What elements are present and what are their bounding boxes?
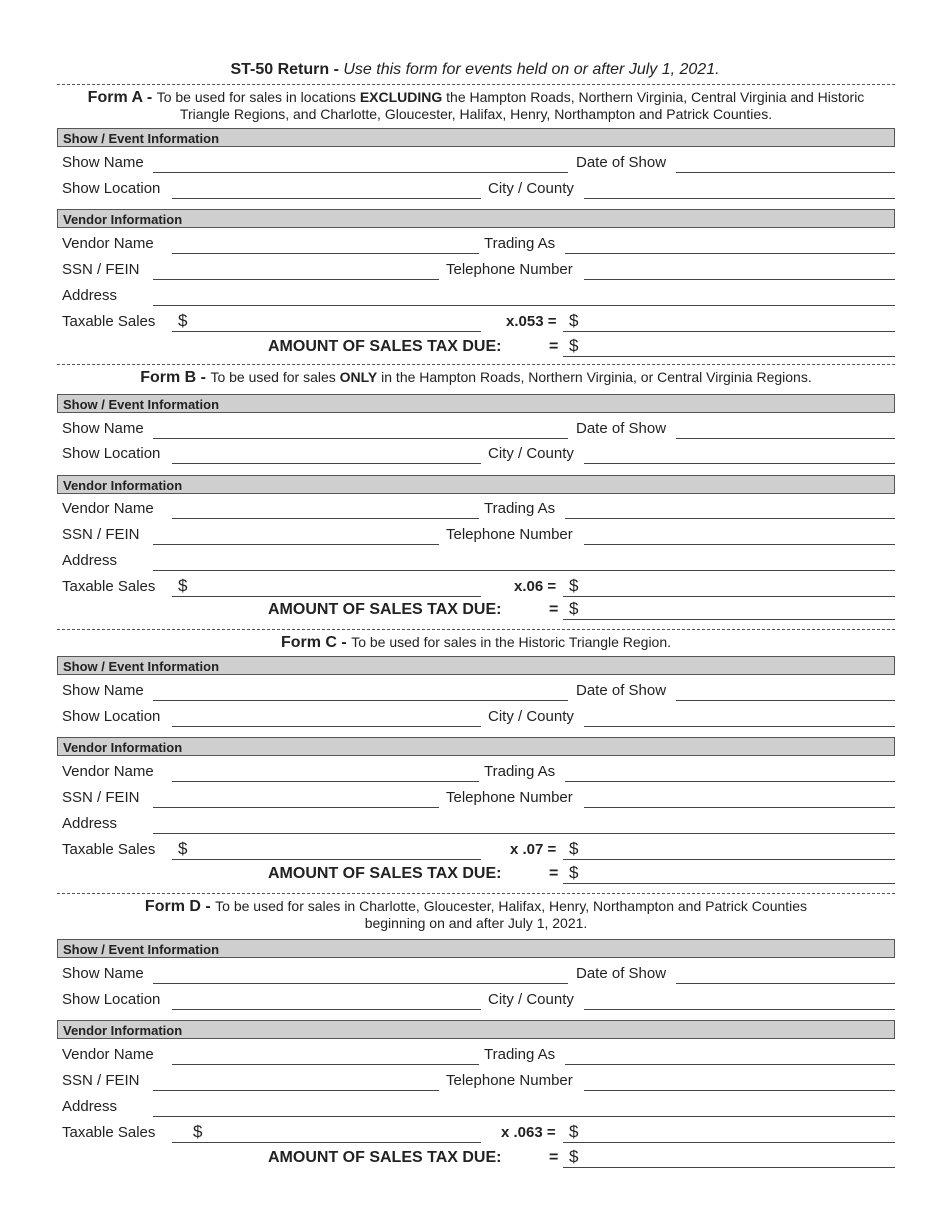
telephone-field[interactable] xyxy=(584,279,895,280)
tax-computed-field[interactable] xyxy=(563,331,895,332)
taxable-sales-label: Taxable Sales xyxy=(62,841,156,858)
dollar-sign: $ xyxy=(569,599,579,618)
show-name-field[interactable] xyxy=(153,983,568,984)
address-label: Address xyxy=(62,287,118,304)
telephone-field[interactable] xyxy=(584,1090,895,1091)
vendor-name-label: Vendor Name xyxy=(62,763,154,780)
telephone-label: Telephone Number xyxy=(446,261,573,278)
form-a-desc-line2: Triangle Regions, and Charlotte, Gloucester, Halifax, Henry, Northampton and Patrick Counties. xyxy=(179,106,773,122)
date-of-show-field[interactable] xyxy=(676,172,895,173)
ssn-fein-field[interactable] xyxy=(153,1090,439,1091)
dollar-sign: $ xyxy=(178,576,188,595)
form-b-description xyxy=(57,369,895,386)
amount-due-label: AMOUNT OF SALES TAX DUE: xyxy=(268,865,502,882)
tax-computed-field[interactable] xyxy=(563,1142,895,1143)
vendor-name-field[interactable] xyxy=(172,1064,479,1065)
vendor-name-label: Vendor Name xyxy=(62,1046,154,1063)
show-location-label: Show Location xyxy=(62,708,161,725)
dollar-sign: $ xyxy=(569,863,579,882)
form-c-label: Form C - xyxy=(280,634,352,651)
dollar-sign: $ xyxy=(569,311,579,330)
divider xyxy=(57,629,895,630)
dollar-sign: $ xyxy=(178,839,188,858)
dollar-sign: $ xyxy=(569,1147,579,1166)
dollar-sign: $ xyxy=(569,336,579,355)
show-name-field[interactable] xyxy=(153,700,568,701)
show-name-label: Show Name xyxy=(62,154,144,171)
taxable-sales-label: Taxable Sales xyxy=(62,578,156,595)
dollar-sign: $ xyxy=(569,1122,579,1141)
vendor-name-field[interactable] xyxy=(172,253,479,254)
show-section-header: Show / Event Information xyxy=(57,656,895,675)
form-a-desc-emphasis: EXCLUDING xyxy=(359,89,443,105)
ssn-fein-field[interactable] xyxy=(153,807,439,808)
city-county-field[interactable] xyxy=(584,463,895,464)
tax-computed-field[interactable] xyxy=(563,596,895,597)
show-location-field[interactable] xyxy=(172,198,481,199)
taxable-sales-field[interactable] xyxy=(172,1142,481,1143)
form-d-description xyxy=(57,898,895,932)
ssn-fein-field[interactable] xyxy=(153,544,439,545)
page-title xyxy=(0,61,950,79)
address-label: Address xyxy=(62,815,118,832)
form-a-description xyxy=(57,89,895,123)
divider xyxy=(57,364,895,365)
city-county-label: City / County xyxy=(488,445,574,462)
form-b-desc-part: To be used for sales xyxy=(210,369,340,385)
form-d-desc-line1: To be used for sales in Charlotte, Gloucester, Halifax, Henry, Northampton and Patrick Counties xyxy=(215,898,808,914)
show-location-field[interactable] xyxy=(172,726,481,727)
date-of-show-field[interactable] xyxy=(676,438,895,439)
taxable-sales-field[interactable] xyxy=(172,859,481,860)
taxable-sales-field[interactable] xyxy=(172,596,481,597)
amount-due-label: AMOUNT OF SALES TAX DUE: xyxy=(268,601,502,618)
form-b-desc-part: in the Hampton Roads, Northern Virginia, or Central Virginia Regions. xyxy=(377,369,812,385)
city-county-label: City / County xyxy=(488,708,574,725)
dollar-sign: $ xyxy=(569,839,579,858)
form-b-label: Form B - xyxy=(140,369,211,386)
ssn-fein-label: SSN / FEIN xyxy=(62,526,140,543)
show-location-field[interactable] xyxy=(172,463,481,464)
city-county-label: City / County xyxy=(488,180,574,197)
show-location-label: Show Location xyxy=(62,445,161,462)
ssn-fein-label: SSN / FEIN xyxy=(62,789,140,806)
address-field[interactable] xyxy=(153,570,895,571)
dollar-sign: $ xyxy=(569,576,579,595)
amount-due-field[interactable] xyxy=(563,883,895,884)
dollar-sign: $ xyxy=(193,1122,203,1141)
form-c-description xyxy=(57,634,895,651)
show-section-header: Show / Event Information xyxy=(57,128,895,147)
amount-due-label: AMOUNT OF SALES TAX DUE: xyxy=(268,1149,502,1166)
date-of-show-label: Date of Show xyxy=(576,965,667,982)
date-of-show-label: Date of Show xyxy=(576,682,667,699)
show-name-label: Show Name xyxy=(62,965,144,982)
trading-as-field[interactable] xyxy=(565,1064,895,1065)
city-county-field[interactable] xyxy=(584,198,895,199)
city-county-field[interactable] xyxy=(584,1009,895,1010)
address-label: Address xyxy=(62,552,118,569)
address-field[interactable] xyxy=(153,305,895,306)
vendor-section-header: Vendor Information xyxy=(57,1020,895,1039)
city-county-label: City / County xyxy=(488,991,574,1008)
telephone-field[interactable] xyxy=(584,544,895,545)
vendor-name-label: Vendor Name xyxy=(62,235,154,252)
amount-due-field[interactable] xyxy=(563,1167,895,1168)
vendor-name-field[interactable] xyxy=(172,781,479,782)
show-name-field[interactable] xyxy=(153,438,568,439)
trading-as-label: Trading As xyxy=(484,1046,556,1063)
vendor-name-label: Vendor Name xyxy=(62,500,154,517)
divider xyxy=(57,84,895,85)
ssn-fein-label: SSN / FEIN xyxy=(62,261,140,278)
tax-rate: x.06 = xyxy=(514,578,557,595)
date-of-show-label: Date of Show xyxy=(576,420,667,437)
trading-as-label: Trading As xyxy=(484,500,556,517)
form-a-label: Form A - xyxy=(87,89,157,106)
form-id: ST-50 Return - xyxy=(230,61,344,78)
show-location-label: Show Location xyxy=(62,991,161,1008)
equals-sign: = xyxy=(549,1149,559,1166)
amount-due-label: AMOUNT OF SALES TAX DUE: xyxy=(268,338,502,355)
trading-as-label: Trading As xyxy=(484,763,556,780)
telephone-label: Telephone Number xyxy=(446,789,573,806)
form-c-desc: To be used for sales in the Historic Triangle Region. xyxy=(351,634,672,650)
address-field[interactable] xyxy=(153,1116,895,1117)
city-county-field[interactable] xyxy=(584,726,895,727)
taxable-sales-label: Taxable Sales xyxy=(62,1124,156,1141)
form-subtitle: Use this form for events held on or after July 1, 2021. xyxy=(343,61,720,78)
form-a-desc-part: the Hampton Roads, Northern Virginia, Central Virginia and Historic xyxy=(442,89,865,105)
show-section-header: Show / Event Information xyxy=(57,394,895,413)
trading-as-field[interactable] xyxy=(565,781,895,782)
trading-as-label: Trading As xyxy=(484,235,556,252)
show-name-field[interactable] xyxy=(153,172,568,173)
tax-computed-field[interactable] xyxy=(563,859,895,860)
telephone-label: Telephone Number xyxy=(446,1072,573,1089)
tax-rate: x .07 = xyxy=(510,841,557,858)
divider xyxy=(57,893,895,894)
ssn-fein-field[interactable] xyxy=(153,279,439,280)
ssn-fein-label: SSN / FEIN xyxy=(62,1072,140,1089)
show-name-label: Show Name xyxy=(62,682,144,699)
amount-due-field[interactable] xyxy=(563,619,895,620)
equals-sign: = xyxy=(549,601,559,618)
form-b-desc-emphasis: ONLY xyxy=(339,369,378,385)
vendor-section-header: Vendor Information xyxy=(57,209,895,228)
vendor-section-header: Vendor Information xyxy=(57,475,895,494)
show-name-label: Show Name xyxy=(62,420,144,437)
address-label: Address xyxy=(62,1098,118,1115)
trading-as-field[interactable] xyxy=(565,518,895,519)
form-d-desc-line2: beginning on and after July 1, 2021. xyxy=(364,915,588,931)
tax-rate: x.053 = xyxy=(506,313,557,330)
taxable-sales-field[interactable] xyxy=(172,331,481,332)
show-section-header: Show / Event Information xyxy=(57,939,895,958)
equals-sign: = xyxy=(549,865,559,882)
telephone-label: Telephone Number xyxy=(446,526,573,543)
date-of-show-field[interactable] xyxy=(676,700,895,701)
vendor-section-header: Vendor Information xyxy=(57,737,895,756)
form-d-label: Form D - xyxy=(144,898,216,915)
show-location-field[interactable] xyxy=(172,1009,481,1010)
date-of-show-field[interactable] xyxy=(676,983,895,984)
amount-due-field[interactable] xyxy=(563,356,895,357)
equals-sign: = xyxy=(549,338,559,355)
form-a-desc-part: To be used for sales in locations xyxy=(156,89,360,105)
address-field[interactable] xyxy=(153,833,895,834)
date-of-show-label: Date of Show xyxy=(576,154,667,171)
vendor-name-field[interactable] xyxy=(172,518,479,519)
trading-as-field[interactable] xyxy=(565,253,895,254)
telephone-field[interactable] xyxy=(584,807,895,808)
tax-rate: x .063 = xyxy=(501,1124,556,1141)
dollar-sign: $ xyxy=(178,311,188,330)
show-location-label: Show Location xyxy=(62,180,161,197)
taxable-sales-label: Taxable Sales xyxy=(62,313,156,330)
